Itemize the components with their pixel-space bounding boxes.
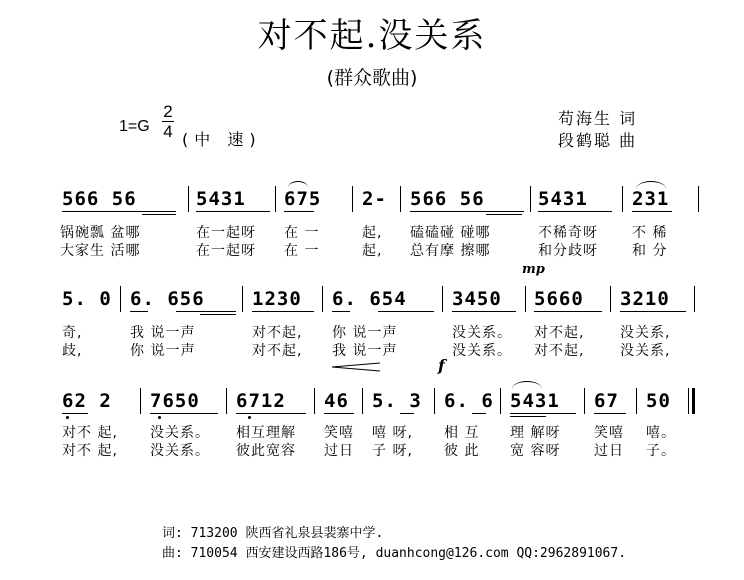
lyricist-credit: 苟海生 词 (558, 109, 638, 128)
lower-octave-dot (66, 416, 69, 419)
lyric-syllable: 在 一 (284, 225, 320, 241)
bar-line (400, 186, 401, 212)
lyric-syllable: 总有摩 擦哪 (410, 243, 491, 259)
lyric-syllable: 在 一 (284, 243, 320, 259)
beam-underline (400, 413, 414, 414)
lyric-syllable: 对不起, (534, 343, 585, 359)
bar-line (698, 186, 699, 212)
bar-line (530, 186, 531, 212)
beam-underline (176, 311, 236, 312)
lyric-syllable: 你 说一声 (130, 343, 196, 359)
measure: 3210 (620, 288, 670, 310)
fermata-slur (288, 181, 308, 188)
lyric-syllable: 彼此宽容 (236, 443, 296, 459)
lyric-syllable: 对不 起, (62, 425, 118, 441)
measure: 7650 (150, 390, 200, 412)
lyric-syllable: 你 说一声 (332, 325, 398, 341)
beam-underline (510, 416, 546, 417)
beam-underline (534, 311, 602, 312)
beam-underline (332, 311, 350, 312)
beam-underline (130, 311, 148, 312)
time-signature-bottom: 4 (163, 122, 173, 141)
lyric-syllable: 和分歧呀 (538, 243, 598, 259)
bar-line (314, 388, 315, 414)
lyric-syllable: 不稀奇呀 (538, 225, 598, 241)
lyric-syllable: 起, (362, 225, 383, 241)
lyric-syllable: 大家生 活哪 (60, 243, 141, 259)
lyric-syllable: 理 解呀 (510, 425, 561, 441)
lyric-syllable: 嘻。 (646, 425, 676, 441)
bar-line (120, 286, 121, 312)
lyric-line-2 (60, 240, 140, 260)
bar-line (188, 186, 189, 212)
lyric-syllable: 对不起, (252, 325, 303, 341)
bar-line (584, 388, 585, 414)
bar-line (610, 286, 611, 312)
measure: 2- (362, 188, 387, 210)
lyric-line-1 (60, 222, 140, 242)
lyric-syllable: 锅碗瓢 盆哪 (60, 225, 141, 241)
lyric-syllable: 没关系, (620, 343, 671, 359)
lyric-syllable: 没关系。 (452, 343, 512, 359)
bar-line (622, 186, 623, 212)
lyric-syllable: 没关系。 (452, 325, 512, 341)
measure: 5431 (510, 390, 560, 412)
lyric-syllable: 不 稀 (632, 225, 668, 241)
lyric-syllable: 没关系。 (150, 443, 210, 459)
lyric-syllable: 奇, (62, 325, 83, 341)
lyric-syllable: 过日 (594, 443, 624, 459)
lyric-syllable: 嘻 呀, (372, 425, 413, 441)
bar-line (275, 186, 276, 212)
beam-underline (620, 311, 686, 312)
song-title: 对不起.没关系 (257, 16, 487, 56)
measure: 6. 6 (444, 390, 494, 412)
beam-underline (472, 413, 486, 414)
lyric-syllable: 子 呀, (372, 443, 413, 459)
lyric-syllable: 子。 (646, 443, 676, 459)
beam-underline (378, 311, 434, 312)
slur (512, 381, 542, 389)
bar-line (500, 388, 501, 414)
lyric-syllable: 磕磕碰 碰哪 (410, 225, 491, 241)
lyric-syllable: 彼 此 (444, 443, 480, 459)
time-signature-top: 2 (163, 102, 173, 121)
measure: 5660 (534, 288, 584, 310)
bar-line (322, 286, 323, 312)
lyric-syllable: 起, (362, 243, 383, 259)
lyric-syllable: 没关系, (620, 325, 671, 341)
bar-line (694, 286, 695, 312)
final-bar-line-thick (692, 388, 695, 414)
lyric-syllable: 对不起, (534, 325, 585, 341)
lyric-syllable: 笑嘻 (594, 425, 624, 441)
beam-underline (594, 413, 626, 414)
beam-underline (410, 211, 524, 212)
measure: 67 (594, 390, 619, 412)
measure: 3450 (452, 288, 502, 310)
lyric-syllable: 没关系。 (150, 425, 210, 441)
measure: 50 (646, 390, 671, 412)
lyric-syllable: 相 互 (444, 425, 480, 441)
measure: 6. 654 (332, 288, 407, 310)
measure: 46 (324, 390, 349, 412)
lyric-syllable: 在一起呀 (196, 225, 256, 241)
lyric-syllable: 和 分 (632, 243, 668, 259)
measure: 1230 (252, 288, 302, 310)
measure: 675 (284, 188, 322, 210)
slur (636, 181, 666, 189)
footer-lyricist-address: 词: 713200 陕西省礼泉县裴寨中学. (162, 526, 384, 541)
lyric-syllable: 对不起, (252, 343, 303, 359)
composer-credit: 段鹤聪 曲 (558, 131, 638, 150)
bar-line (242, 286, 243, 312)
dynamic-marking: f (438, 356, 445, 375)
beam-underline (452, 311, 516, 312)
key-signature: 1=G (119, 118, 150, 135)
beam-underline (284, 211, 314, 212)
lyric-syllable: 我 说一声 (130, 325, 196, 341)
beam-underline (486, 214, 522, 215)
bar-line (140, 388, 141, 414)
measure: 5. 0 (62, 288, 112, 310)
footer-composer-contact: 曲: 710054 西安建设西路186号, duanhcong@126.com QQ:2962891067. (162, 546, 627, 561)
measure: 5431 (196, 188, 246, 210)
lyric-syllable: 宽 容呀 (510, 443, 561, 459)
measure: 566 56 (410, 188, 485, 210)
bar-line (226, 388, 227, 414)
measure: 5431 (538, 188, 588, 210)
beam-underline (324, 413, 354, 414)
lower-octave-dot (158, 416, 161, 419)
final-bar-line-thin (688, 388, 689, 414)
beam-underline (62, 211, 176, 212)
measure: 6. 656 (130, 288, 205, 310)
beam-underline (510, 413, 576, 414)
lyric-syllable: 对不 起, (62, 443, 118, 459)
lower-octave-dot (248, 416, 251, 419)
measure: 5. 3 (372, 390, 422, 412)
measure: 231 (632, 188, 670, 210)
bar-line (636, 388, 637, 414)
bar-line (362, 388, 363, 414)
beam-underline (196, 211, 270, 212)
beam-underline (142, 214, 176, 215)
lyric-syllable: 歧, (62, 343, 83, 359)
beam-underline (62, 413, 88, 414)
beam-underline (236, 413, 306, 414)
decrescendo-hairpin (332, 362, 382, 372)
lyric-syllable: 在一起呀 (196, 243, 256, 259)
measure: 6712 (236, 390, 286, 412)
bar-line (352, 186, 353, 212)
lyric-syllable: 笑嘻 (324, 425, 354, 441)
beam-underline (252, 311, 314, 312)
beam-underline (538, 211, 612, 212)
beam-underline (632, 211, 672, 212)
song-subtitle: (群众歌曲) (326, 67, 418, 89)
lyric-syllable: 相互理解 (236, 425, 296, 441)
measure: 566 56 (62, 188, 137, 210)
bar-line (525, 286, 526, 312)
dynamic-marking: mp (522, 262, 545, 277)
time-signature (162, 103, 174, 140)
beam-underline (200, 314, 236, 315)
lyric-syllable: 我 说一声 (332, 343, 398, 359)
lyric-syllable: 过日 (324, 443, 354, 459)
tempo-marking: (中 速) (182, 130, 262, 149)
beam-underline (150, 413, 218, 414)
measure: 62 2 (62, 390, 112, 412)
bar-line (434, 388, 435, 414)
bar-line (442, 286, 443, 312)
